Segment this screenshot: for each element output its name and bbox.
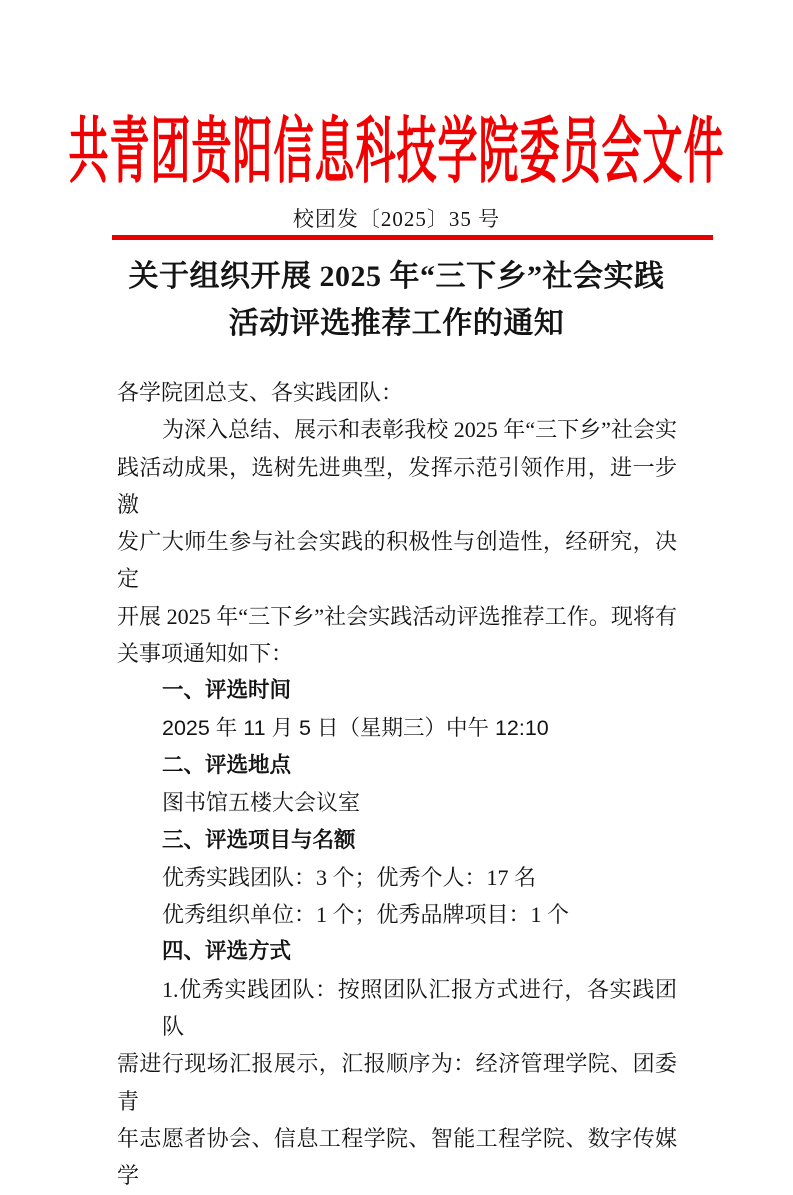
document-title-line1: 关于组织开展 2025 年“三下乡”社会实践 <box>128 260 665 293</box>
body-line: 年志愿者协会、信息工程学院、智能工程学院、数字传媒学 <box>117 1125 677 1189</box>
red-letterhead <box>0 107 793 192</box>
body-line: 各学院团总支、各实践团队： <box>117 380 404 405</box>
red-divider-line <box>112 235 713 240</box>
body-line: 发广大师生参与社会实践的积极性与创造性，经研究，决定 <box>117 529 677 592</box>
body-line: 二、评选地点 <box>162 752 292 777</box>
document-number: 校团发〔2025〕35 号 <box>292 207 501 231</box>
body-text <box>117 374 677 1195</box>
body-line: 开展 2025 年“三下乡”社会实践活动评选推荐工作。现将有 <box>117 603 677 629</box>
body-line: 需进行现场汇报展示，汇报顺序为：经济管理学院、团委青 <box>117 1051 677 1114</box>
body-line: 优秀组织单位：1 个；优秀品牌项目：1 个 <box>162 902 570 928</box>
body-line: 优秀实践团队：3 个；优秀个人：17 名 <box>162 864 537 890</box>
body-line: 三、评选项目与名额 <box>162 827 356 852</box>
body-line: 1.优秀实践团队：按照团队汇报方式进行，各实践团队 <box>162 976 677 1040</box>
body-line: 关事项通知如下： <box>117 641 294 667</box>
body-line: 2025 年 11 月 5 日（星期三）中午 12:10 <box>162 715 549 740</box>
body-line: 一、评选时间 <box>162 678 292 703</box>
document-title <box>56 253 737 347</box>
body-line: 践活动成果，选树先进典型，发挥示范引领作用，进一步激 <box>117 454 677 517</box>
letterhead-org-title: 共青团贵阳信息科技学院委员会文件 <box>68 110 725 192</box>
document-title-line2: 活动评选推荐工作的通知 <box>228 307 565 340</box>
body-line: 图书馆五楼大会议室 <box>162 790 361 816</box>
body-line: 为深入总结、展示和表彰我校 2025 年“三下乡”社会实 <box>162 417 677 443</box>
body-line: 四、评选方式 <box>162 939 292 964</box>
